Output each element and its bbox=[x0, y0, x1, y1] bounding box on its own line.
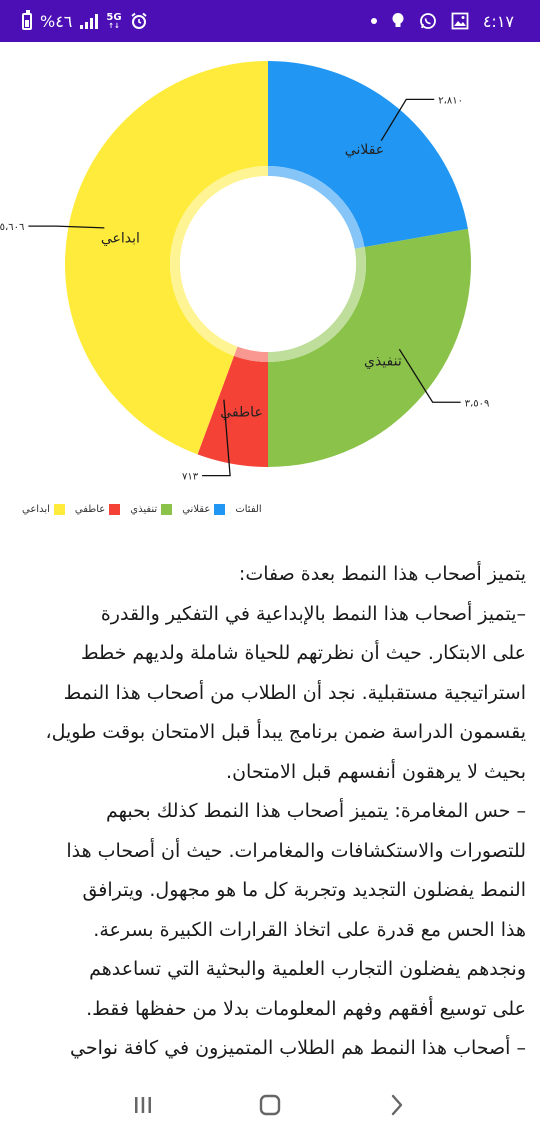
legend-swatch bbox=[54, 504, 65, 515]
article-line: هذا الحس مع قدرة على اتخاذ القرارات الكبيرة بسرعة. bbox=[93, 918, 526, 941]
slice-value-label: ٣،٥٠٩ bbox=[464, 398, 490, 410]
article-line: استراتيجية مستقبلية. نجد أن الطلاب من أصحاب هذا النمط bbox=[63, 681, 526, 704]
legend-label: عاطفي bbox=[74, 503, 106, 515]
chart-legend bbox=[22, 500, 262, 518]
battery-icon bbox=[22, 13, 32, 30]
gallery-icon bbox=[451, 12, 469, 30]
legend-swatch bbox=[214, 504, 225, 515]
slice-value-label: ٥،٦٠٦ bbox=[0, 222, 25, 234]
recents-button[interactable] bbox=[123, 1085, 163, 1125]
alarm-icon bbox=[130, 12, 148, 30]
status-left bbox=[22, 0, 148, 42]
legend-label: ابداعي bbox=[22, 503, 50, 515]
legend-label: تنفيذي bbox=[130, 503, 158, 515]
navigation-bar bbox=[0, 1070, 540, 1140]
article-line: – حس المغامرة: يتميز أصحاب هذا النمط كذلك بحبهم bbox=[106, 800, 526, 822]
network-type: 5G ↑↓ bbox=[106, 11, 122, 30]
bulb-icon bbox=[391, 12, 405, 30]
slice-value-label: ٧١٣ bbox=[181, 471, 199, 483]
pie-chart-svg bbox=[0, 42, 540, 492]
slice-label: عاطفي bbox=[220, 404, 263, 421]
status-bar bbox=[0, 0, 540, 42]
article-line: للتصورات والاستكشافات والمغامرات. حيث أن أصحاب هذا bbox=[66, 839, 526, 862]
whatsapp-icon bbox=[419, 12, 437, 30]
donut-hole bbox=[180, 176, 356, 352]
legend-item bbox=[182, 504, 225, 515]
legend-swatch bbox=[161, 504, 172, 515]
network-label: 5G bbox=[106, 11, 122, 23]
legend-title: الفئات bbox=[235, 503, 262, 515]
article-line: على الابتكار. حيث أن نظرتهم للحياة شاملة ولديهم خطط bbox=[80, 642, 526, 664]
article-line: –يتميز أصحاب هذا النمط بالإبداعية في التفكير والقدرة bbox=[100, 602, 526, 625]
article-line: على توسيع أفقهم وفهم المعلومات بدلا من حفظها فقط. bbox=[86, 997, 526, 1020]
home-button[interactable] bbox=[250, 1085, 290, 1125]
battery-level: %٤٦ bbox=[40, 11, 73, 31]
legend-swatch bbox=[109, 504, 120, 515]
article-line: ونجدهم يفضلون التجارب العلمية والبحثية التي تساعدهم bbox=[89, 958, 526, 980]
dot-icon bbox=[371, 18, 377, 24]
article-line: يتميز أصحاب هذا النمط بعدة صفات: bbox=[238, 563, 526, 585]
slice-label: تنفيذي bbox=[364, 353, 402, 370]
legend-item bbox=[75, 504, 120, 515]
recents-icon bbox=[132, 1094, 154, 1116]
slice-value-label: ٢،٨١٠ bbox=[438, 95, 463, 107]
legend-label: عقلاني bbox=[182, 503, 211, 515]
back-button[interactable] bbox=[377, 1085, 417, 1125]
slice-label: عقلاني bbox=[344, 142, 385, 159]
status-right bbox=[371, 0, 514, 42]
legend-item bbox=[22, 504, 65, 515]
article-line: يقسمون الدراسة ضمن برنامج يبدأ قبل الامتحان بوقت طويل، bbox=[45, 721, 526, 743]
slice-label: ابداعي bbox=[100, 230, 140, 247]
legend-item bbox=[130, 504, 172, 515]
article-body bbox=[14, 555, 526, 1069]
signal-icon bbox=[80, 13, 98, 29]
back-icon bbox=[387, 1093, 407, 1117]
article-line: النمط يفضلون التجديد وتجربة كل ما هو مجهول. ويترافق bbox=[82, 879, 526, 901]
article-line: بحيث لا يرهقون أنفسهم قبل الامتحان. bbox=[226, 760, 526, 783]
home-icon bbox=[258, 1093, 282, 1117]
clock: ٤:١٧ bbox=[482, 11, 514, 31]
article-line: – أصحاب هذا النمط هم الطلاب المتميزون في كافة نواحي bbox=[70, 1037, 526, 1059]
pie-chart bbox=[0, 42, 540, 492]
